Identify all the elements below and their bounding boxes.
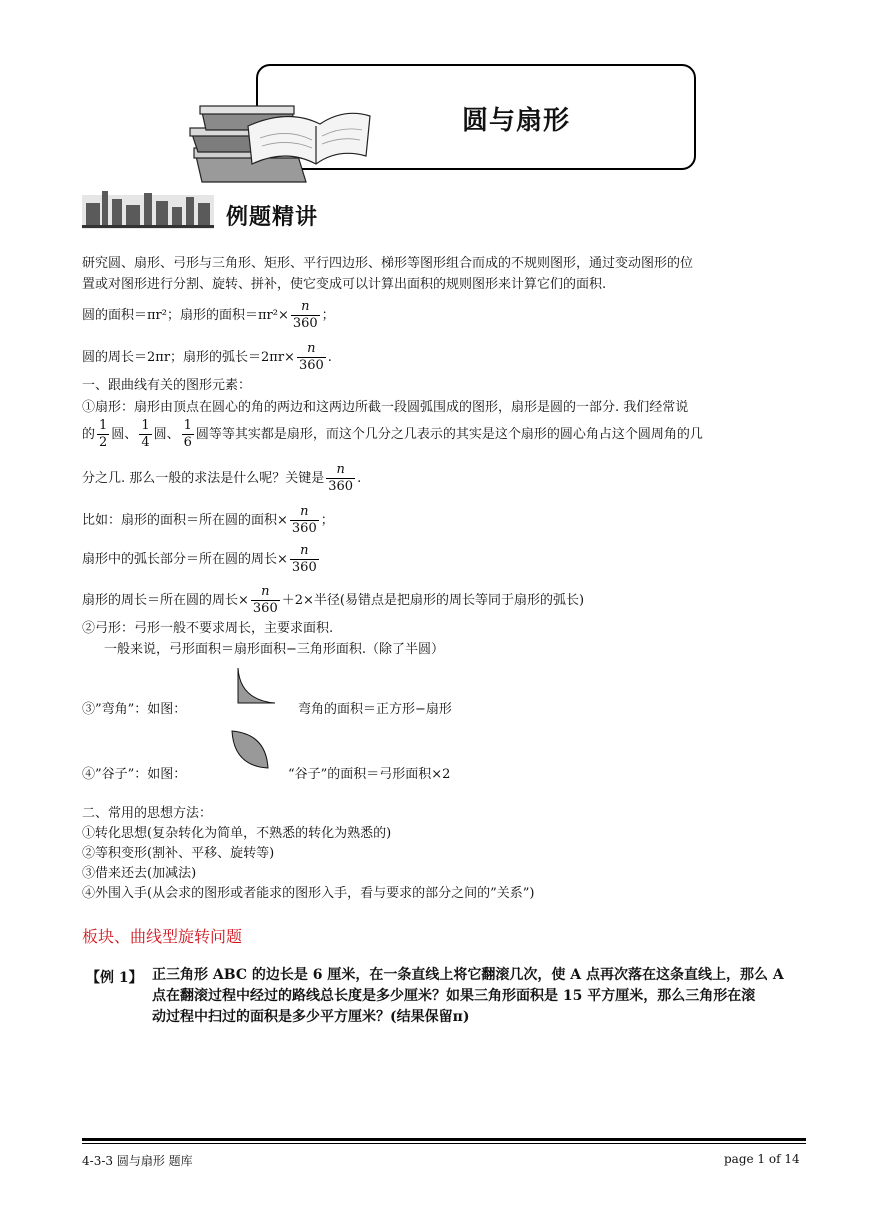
footer-page-number: page 1 of 14 xyxy=(724,1152,800,1166)
example-line-1: 正三角形 ABC 的边长是 6 厘米，在一条直线上将它翻滚几次，使 A 点再次落在这条直线上，那么 A xyxy=(152,967,784,983)
item1-line-2: 的 $\frac{1}{2}$ 圆、 $\frac{1}{4}$ 圆、 $\frac{1}{6}$ 圆等等其实都是扇形，而这个几分之几表示的其实是这个扇形的圆心角占这个圆周角的几 xyxy=(82,418,703,450)
method-item: ①转化思想(复杂转化为简单，不熟悉的转化为熟悉的) xyxy=(82,826,392,841)
perimeter-formula: 圆的周长＝2πr；扇形的弧长＝2πr× $\frac{n}{360}$ . xyxy=(82,341,332,373)
fraction-one-half: $\frac{1}{2}$ xyxy=(99,418,108,450)
method-item: ②等积变形(割补、平移、旋转等) xyxy=(82,846,275,861)
fraction-n-360: $\frac{n}{360}$ xyxy=(292,299,318,331)
example-line-3: 动过程中扫过的面积是多少平方厘米？(结果保留π) xyxy=(152,1009,470,1025)
footer-rule-thin xyxy=(82,1143,806,1144)
block-title: 板块、曲线型旋转问题 xyxy=(82,929,243,946)
part1-heading: 一、跟曲线有关的图形元素： xyxy=(82,378,252,393)
example-line-2: 点在翻滚过程中经过的路线总长度是多少厘米？如果三角形面积是 15 平方厘米，那么三角形在滚 xyxy=(152,988,756,1004)
area-formula-text: 圆的面积＝πr²；扇形的面积＝πr²× xyxy=(82,308,289,323)
fraction-n-360: $\frac{n}{360}$ xyxy=(291,543,317,575)
item3-label: ③”弯角”：如图： xyxy=(82,702,187,717)
fraction-n-360: $\frac{n}{360}$ xyxy=(252,584,278,616)
item2-line-2: 一般来说，弓形面积＝扇形面积−三角形面积.（除了半圆） xyxy=(104,642,445,657)
item2-line-1: ②弓形：弓形一般不要求周长，主要求面积. xyxy=(82,621,334,636)
item1-line-3: 分之几. 那么一般的求法是什么呢？关键是 $\frac{n}{360}$ . xyxy=(82,462,362,494)
example-sector-area: 比如：扇形的面积＝所在圆的面积× $\frac{n}{360}$ ； xyxy=(82,504,334,536)
intro-line-1: 研究圆、扇形、弓形与三角形、矩形、平行四边形、梯形等图形组合而成的不规则图形，通过变动图形的位 xyxy=(82,256,694,271)
grain-shape-figure xyxy=(228,728,272,772)
method-item: ④外围入手(从会求的图形或者能求的图形入手，看与要求的部分之间的”关系”) xyxy=(82,886,535,901)
footer-rule xyxy=(82,1138,806,1141)
method-item: ③借来还去(加减法) xyxy=(82,866,197,881)
part2-heading: 二、常用的思想方法： xyxy=(82,806,213,821)
fraction-n-360: $\frac{n}{360}$ xyxy=(328,462,354,494)
example-label: 【例 1】 xyxy=(86,970,143,986)
item4-formula: “谷子”的面积＝弓形面积×2 xyxy=(288,767,451,782)
example-arc-length: 扇形中的弧长部分＝所在圆的周长× $\frac{n}{360}$ xyxy=(82,543,317,575)
example-body xyxy=(152,965,808,1028)
perimeter-formula-text: 圆的周长＝2πr；扇形的弧长＝2πr× xyxy=(82,350,295,365)
area-formula: 圆的面积＝πr²；扇形的面积＝πr²× $\frac{n}{360}$ ； xyxy=(82,299,335,331)
page-title: 圆与扇形 xyxy=(462,105,571,135)
fraction-n-360: $\frac{n}{360}$ xyxy=(291,504,317,536)
item4-label: ④”谷子”：如图： xyxy=(82,767,187,782)
item3-formula: 弯角的面积＝正方形−扇形 xyxy=(298,702,452,717)
footer-source: 4-3-3 圆与扇形 题库 xyxy=(82,1154,193,1168)
example-sector-perimeter: 扇形的周长＝所在圆的周长× $\frac{n}{360}$ ＋2×半径(易错点是把扇形的周长等同于扇形的弧长) xyxy=(82,584,585,616)
books-icon xyxy=(188,86,378,186)
item1-line-1: ①扇形：扇形由顶点在圆心的角的两边和这两边所截一段圆弧围成的图形，扇形是圆的一部分. 我们经常说 xyxy=(82,400,689,415)
intro-line-2: 置或对图形进行分割、旋转、拼补，使它变成可以计算出面积的规则图形来计算它们的面积. xyxy=(82,277,607,292)
section-banner-icon xyxy=(82,185,214,231)
fraction-one-sixth: $\frac{1}{6}$ xyxy=(183,418,192,450)
fraction-n-360: $\frac{n}{360}$ xyxy=(298,341,324,373)
section-title: 例题精讲 xyxy=(226,204,319,229)
curved-corner-figure xyxy=(236,666,278,706)
fraction-one-quarter: $\frac{1}{4}$ xyxy=(141,418,150,450)
